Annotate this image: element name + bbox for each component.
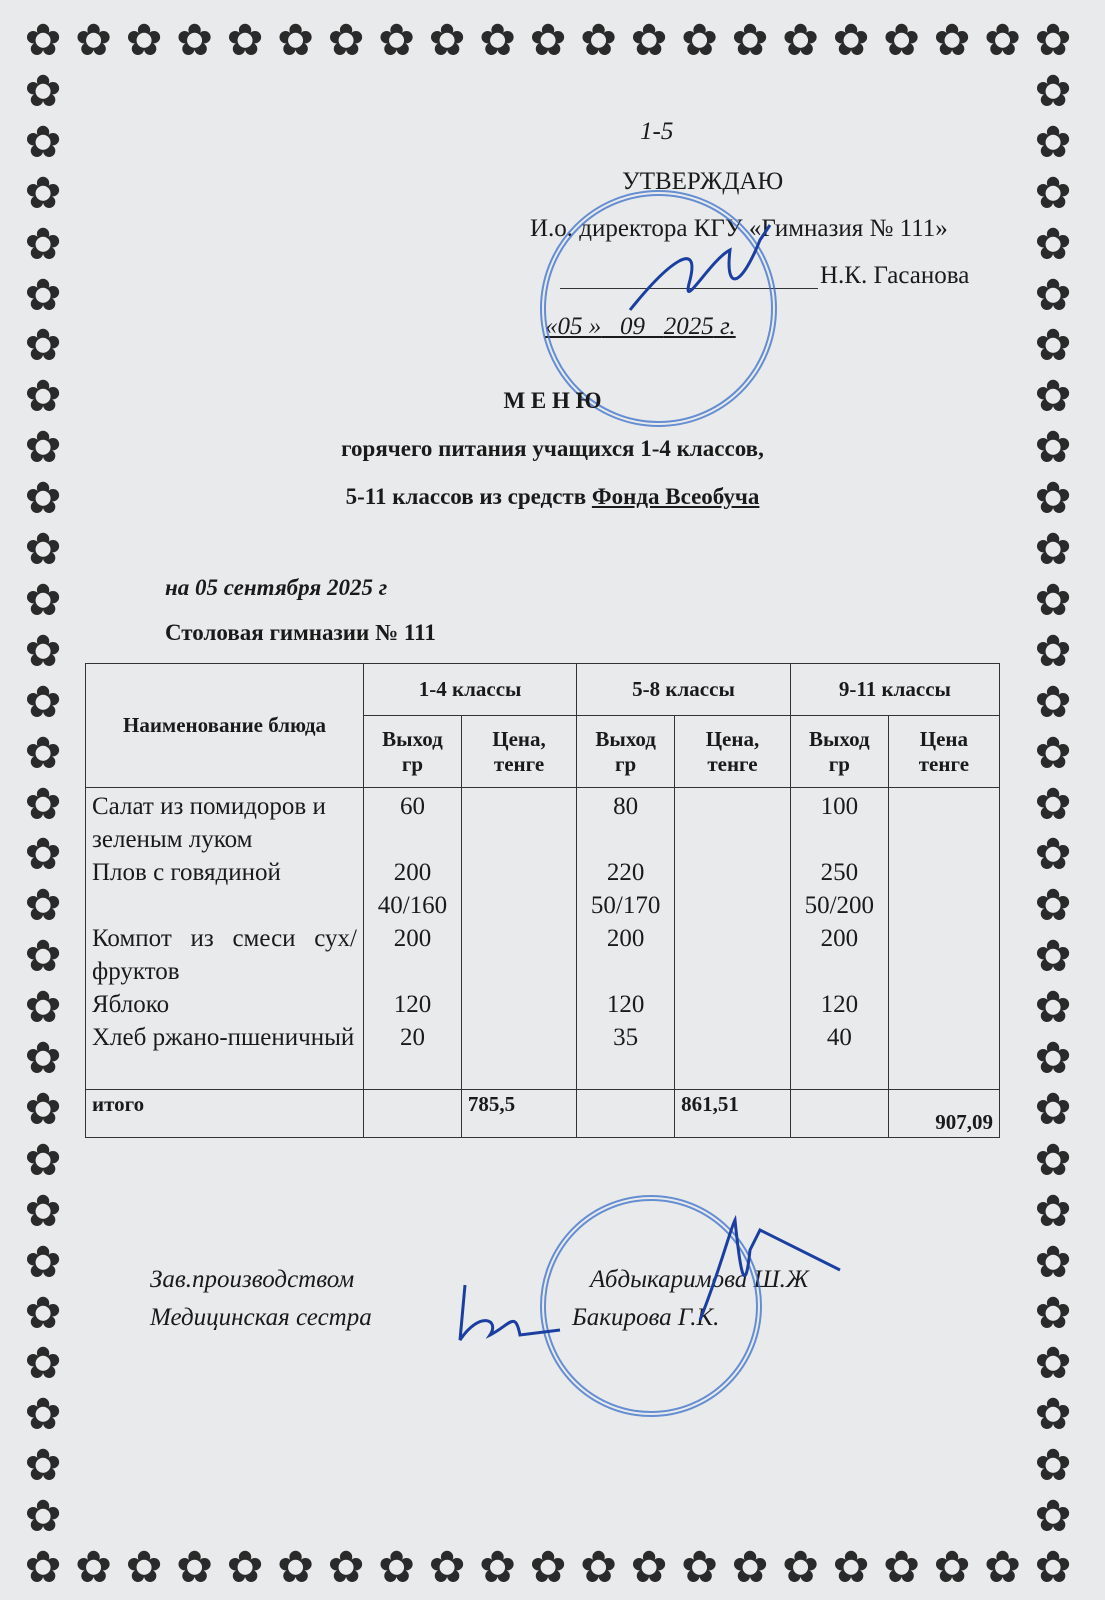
yield-5-8 — [577, 788, 675, 1090]
flower-ornament-icon: ✿ — [1034, 1186, 1072, 1236]
flower-ornament-icon: ✿ — [24, 1390, 62, 1440]
flower-ornament-icon: ✿ — [176, 16, 213, 65]
subheader: Цена, тенге — [675, 716, 791, 788]
flower-ornament-icon: ✿ — [24, 1186, 62, 1236]
fund-name: Фонда Всеобуча — [591, 484, 760, 509]
flower-ornament-icon: ✿ — [24, 66, 62, 116]
dish-name: Плов с говядиной — [92, 859, 281, 886]
flower-ornament-icon: ✿ — [24, 881, 62, 931]
flower-ornament-icon: ✿ — [1034, 423, 1072, 473]
flower-ornament-icon: ✿ — [1034, 219, 1072, 269]
flower-ornament-icon: ✿ — [24, 168, 62, 218]
dish-header: Наименование блюда — [86, 664, 364, 788]
approval-title: УТВЕРЖДАЮ — [622, 168, 784, 195]
subtitle-line-1: горячего питания учащихся 1-4 классов, — [341, 436, 764, 461]
approval-position: И.о. директора КГУ «Гимназия № 111» — [530, 215, 948, 242]
flower-ornament-icon: ✿ — [24, 1237, 62, 1287]
subheader: Выход гр — [364, 716, 462, 788]
flower-ornament-icon: ✿ — [529, 16, 567, 65]
flower-ornament-icon: ✿ — [125, 1543, 163, 1592]
flower-ornament-icon: ✿ — [24, 728, 62, 778]
flower-ornament-icon: ✿ — [984, 1543, 1021, 1592]
approval-date: «05 » 09 2025 г. — [545, 313, 736, 340]
flower-ornament-icon: ✿ — [1034, 66, 1072, 116]
document-title: М Е Н Ю — [503, 388, 602, 413]
subheader: Цена, тенге — [461, 716, 576, 788]
flower-ornament-icon: ✿ — [580, 16, 617, 65]
subheader: Выход гр — [790, 716, 888, 788]
flower-ornament-icon: ✿ — [479, 1543, 516, 1592]
canteen-name: Столовая гимназии № 111 — [165, 620, 436, 645]
flower-ornament-icon: ✿ — [24, 1034, 62, 1083]
flower-ornament-icon: ✿ — [630, 1543, 668, 1592]
total-label: итого — [86, 1090, 364, 1138]
flower-ornament-icon: ✿ — [24, 16, 62, 65]
yield-value: 200 40/160 — [377, 859, 448, 919]
flower-ornament-icon: ✿ — [1034, 1237, 1072, 1287]
flower-ornament-icon: ✿ — [24, 1441, 62, 1491]
flower-ornament-icon: ✿ — [75, 1543, 112, 1592]
yield-value: 35 — [613, 1024, 639, 1051]
flower-ornament-icon: ✿ — [681, 16, 718, 65]
yield-value: 120 — [606, 991, 645, 1018]
flower-ornament-icon: ✿ — [984, 16, 1021, 65]
flower-ornament-icon: ✿ — [176, 1543, 213, 1592]
flower-ornament-icon: ✿ — [1034, 1288, 1072, 1338]
flower-ornament-icon: ✿ — [378, 16, 415, 65]
flower-ornament-icon: ✿ — [24, 270, 62, 320]
role-production-head: Зав.производством — [150, 1266, 355, 1293]
yield-value: 40 — [826, 1024, 852, 1051]
flower-ornament-icon: ✿ — [580, 1543, 617, 1592]
flower-ornament-icon: ✿ — [1034, 1034, 1072, 1083]
menu-date: на 05 сентября 2025 г — [165, 575, 388, 600]
flower-ornament-icon: ✿ — [1034, 983, 1072, 1033]
flower-ornament-icon: ✿ — [327, 1543, 365, 1592]
flower-ornament-icon: ✿ — [1034, 1390, 1072, 1440]
flower-ornament-icon: ✿ — [24, 677, 62, 727]
flower-ornament-icon: ✿ — [883, 16, 920, 65]
yield-value: 200 — [820, 925, 859, 952]
flower-ornament-icon: ✿ — [630, 16, 668, 65]
flower-ornament-icon: ✿ — [832, 1543, 870, 1592]
flower-ornament-icon: ✿ — [24, 1339, 62, 1389]
flower-ornament-icon: ✿ — [24, 1288, 62, 1338]
group-header: 9-11 классы — [790, 664, 999, 716]
flower-ornament-icon: ✿ — [24, 321, 62, 371]
flower-ornament-icon: ✿ — [24, 117, 62, 167]
role-nurse: Медицинская сестра — [150, 1304, 372, 1331]
subheader: Цена тенге — [888, 716, 999, 788]
flower-ornament-icon: ✿ — [24, 1543, 62, 1592]
flower-ornament-icon: ✿ — [277, 1543, 314, 1592]
flower-ornament-icon: ✿ — [1034, 1492, 1072, 1542]
flower-ornament-icon: ✿ — [782, 1543, 819, 1592]
subtitle-line-2: 5-11 классов из средств Фонда Всеобуча — [345, 484, 760, 509]
yield-value: 60 — [399, 793, 425, 820]
yield-value: 220 50/170 — [590, 859, 661, 919]
flower-ornament-icon: ✿ — [277, 16, 314, 65]
flower-ornament-icon: ✿ — [1034, 16, 1072, 65]
flower-ornament-icon: ✿ — [479, 16, 516, 65]
flower-ornament-icon: ✿ — [226, 16, 264, 65]
yield-value: 200 — [393, 925, 432, 952]
flower-ornament-icon: ✿ — [24, 423, 62, 473]
nurse-name: Бакирова Г.К. — [572, 1304, 720, 1331]
yield-1-4 — [364, 788, 462, 1090]
production-head-signature — [690, 1210, 850, 1330]
flower-ornament-icon: ✿ — [1034, 932, 1072, 982]
flower-ornament-icon: ✿ — [1034, 168, 1072, 218]
dish-name: Хлеб ржано-пшеничный — [92, 1024, 355, 1051]
flower-ornament-icon: ✿ — [731, 1543, 769, 1592]
group-header: 5-8 классы — [577, 664, 791, 716]
flower-ornament-icon: ✿ — [1034, 372, 1072, 422]
flower-ornament-icon: ✿ — [378, 1543, 415, 1592]
total-row — [86, 1090, 1000, 1138]
flower-ornament-icon: ✿ — [24, 779, 62, 829]
flower-ornament-icon: ✿ — [24, 1492, 62, 1542]
flower-ornament-icon: ✿ — [1034, 1543, 1072, 1592]
dish-name: Яблоко — [92, 991, 170, 1018]
flower-ornament-icon: ✿ — [681, 1543, 718, 1592]
yield-value: 120 — [393, 991, 432, 1018]
flower-ornament-icon: ✿ — [24, 1135, 62, 1185]
flower-ornament-icon: ✿ — [883, 1543, 920, 1592]
flower-ornament-icon: ✿ — [24, 830, 62, 880]
flower-ornament-icon: ✿ — [1034, 270, 1072, 320]
yield-value: 200 — [606, 925, 645, 952]
flower-ornament-icon: ✿ — [731, 16, 769, 65]
yield-value: 80 — [613, 793, 639, 820]
flower-ornament-icon: ✿ — [24, 474, 62, 524]
flower-ornament-icon: ✿ — [1034, 779, 1072, 829]
flower-ornament-icon: ✿ — [1034, 117, 1072, 167]
subheader: Выход гр — [577, 716, 675, 788]
flower-ornament-icon: ✿ — [75, 16, 112, 65]
production-head-name: Абдыкаримова Ш.Ж — [590, 1266, 809, 1293]
yield-value: 250 50/200 — [804, 859, 875, 919]
yield-value: 20 — [399, 1024, 425, 1051]
flower-ornament-icon: ✿ — [24, 1084, 62, 1134]
flower-ornament-icon: ✿ — [1034, 881, 1072, 931]
flower-ornament-icon: ✿ — [428, 16, 466, 65]
flower-ornament-icon: ✿ — [1034, 1135, 1072, 1185]
table-row — [86, 788, 1000, 1090]
yield-value: 120 — [820, 991, 859, 1018]
yield-value: 100 — [820, 793, 859, 820]
flower-ornament-icon: ✿ — [24, 219, 62, 269]
flower-ornament-icon: ✿ — [1034, 677, 1072, 727]
flower-ornament-icon: ✿ — [1034, 728, 1072, 778]
flower-ornament-icon: ✿ — [24, 932, 62, 982]
flower-ornament-icon: ✿ — [1034, 575, 1072, 625]
director-signature — [610, 220, 810, 330]
flower-ornament-icon: ✿ — [1034, 1084, 1072, 1134]
total-5-8: 861,51 — [675, 1090, 791, 1138]
flower-ornament-icon: ✿ — [24, 626, 62, 676]
flower-ornament-icon: ✿ — [832, 16, 870, 65]
flower-ornament-icon: ✿ — [1034, 830, 1072, 880]
menu-table — [85, 663, 1000, 1138]
flower-ornament-icon: ✿ — [1034, 1441, 1072, 1491]
total-1-4: 785,5 — [461, 1090, 576, 1138]
flower-ornament-icon: ✿ — [1034, 474, 1072, 524]
total-9-11: 907,09 — [888, 1090, 999, 1138]
flower-ornament-icon: ✿ — [1034, 626, 1072, 676]
flower-ornament-icon: ✿ — [1034, 1339, 1072, 1389]
flower-ornament-icon: ✿ — [428, 1543, 466, 1592]
flower-ornament-icon: ✿ — [529, 1543, 567, 1592]
approval-name: Н.К. Гасанова — [820, 262, 970, 289]
flower-ornament-icon: ✿ — [24, 525, 62, 574]
flower-ornament-icon: ✿ — [933, 16, 971, 65]
yield-9-11 — [790, 788, 888, 1090]
dish-name: Салат из помидоров и зеленым луком — [92, 793, 326, 853]
flower-ornament-icon: ✿ — [24, 372, 62, 422]
flower-ornament-icon: ✿ — [327, 16, 365, 65]
flower-ornament-icon: ✿ — [125, 16, 163, 65]
nurse-signature — [450, 1280, 570, 1360]
flower-ornament-icon: ✿ — [1034, 525, 1072, 574]
flower-ornament-icon: ✿ — [1034, 321, 1072, 371]
group-header: 1-4 классы — [364, 664, 577, 716]
flower-ornament-icon: ✿ — [24, 983, 62, 1033]
flower-ornament-icon: ✿ — [933, 1543, 971, 1592]
dish-list — [86, 788, 364, 1090]
flower-ornament-icon: ✿ — [226, 1543, 264, 1592]
flower-ornament-icon: ✿ — [782, 16, 819, 65]
page-number: 1-5 — [640, 118, 674, 145]
flower-ornament-icon: ✿ — [24, 575, 62, 625]
dish-name: Компот из смеси сух/фруктов — [92, 925, 357, 985]
